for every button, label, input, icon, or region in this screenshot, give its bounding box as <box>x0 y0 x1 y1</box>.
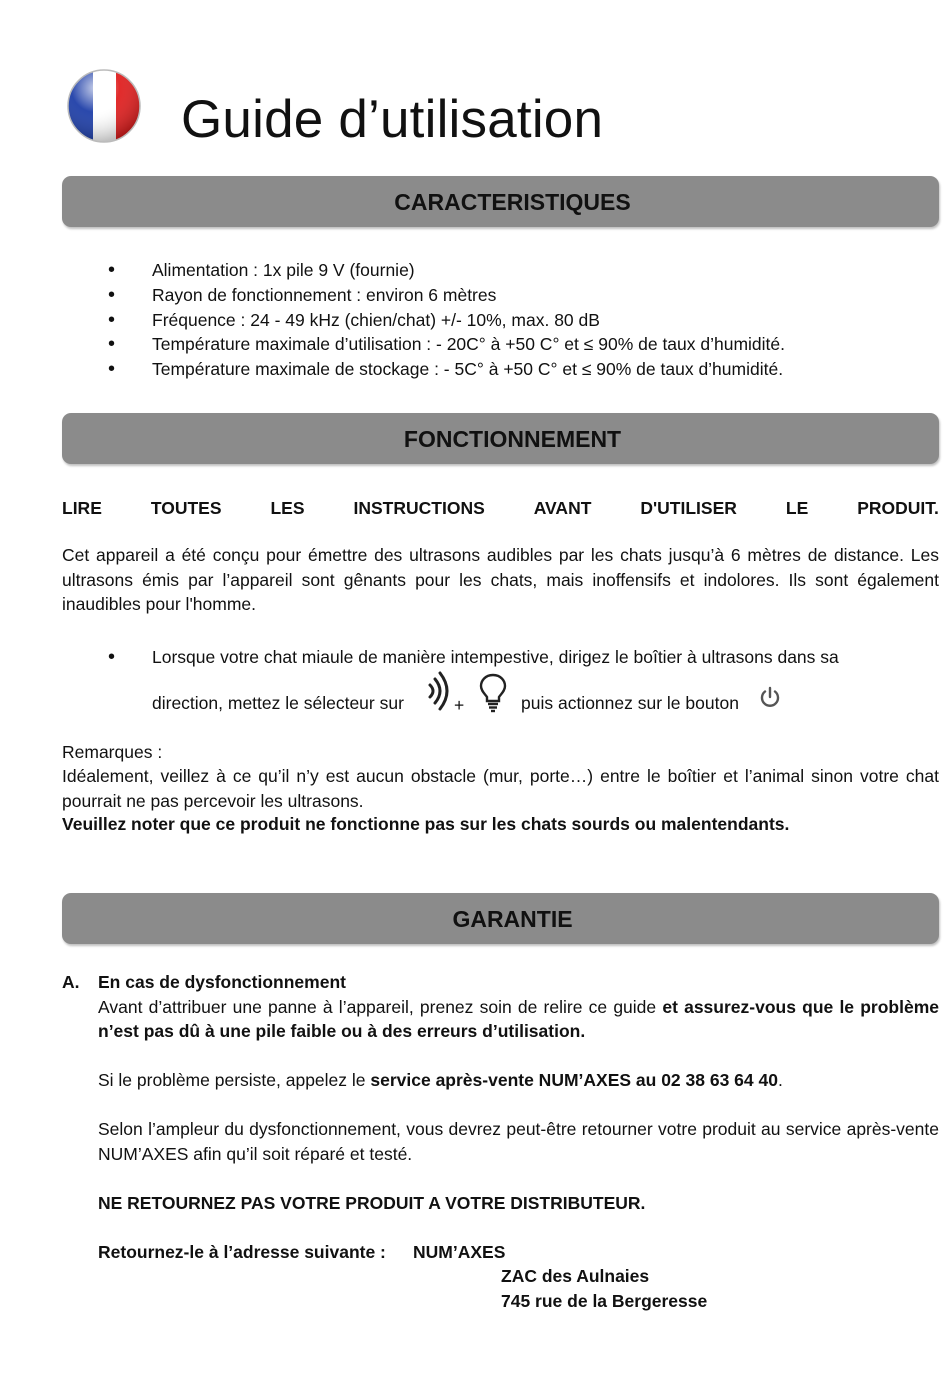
section-header-operation <box>62 413 939 464</box>
word: AVANT <box>533 498 592 518</box>
intro-paragraph: Cet appareil a été conçu pour émettre des ultrasons audibles par les chats jusqu’à 6 mètres de distance. Les ultrasons émis par l’appareil sont gênants pour les chats, mais inoffensifs et indolores. Ils sont également inaudibles pour l'homme. <box>62 545 939 614</box>
text-normal: . <box>777 1070 783 1090</box>
list-item: • Rayon de fonctionnement : environ 6 mètres <box>108 283 868 308</box>
remarks-text: Idéalement, veillez à ce qu’il n’y est aucun obstacle (mur, porte…) entre le boîtier et l’animal sinon votre chat pourrait ne pas percevoir les ultrasons. <box>62 766 939 811</box>
word: LIRE <box>62 498 102 518</box>
list-item: • Température maximale d’utilisation : - 20C° à +50 C° et ≤ 90% de taux d’humidité. <box>108 332 868 357</box>
section-a-title: En cas de dysfonctionnement <box>98 972 346 992</box>
service-phone: service après-vente NUM’AXES au 02 38 63 64 40 <box>370 1070 778 1090</box>
word: LES <box>270 498 305 518</box>
deaf-cats-note: Veuillez noter que ce produit ne fonctionne pas sur les chats sourds ou malentendants. <box>62 814 790 834</box>
section-title: CARACTERISTIQUES <box>394 189 631 215</box>
word: D'UTILISER <box>640 498 737 518</box>
section-letter: A. <box>62 972 80 992</box>
address-line-3: 745 rue de la Bergeresse <box>501 1290 708 1311</box>
paragraph-do-not-return: NE RETOURNEZ PAS VOTRE PRODUIT A VOTRE DISTRIBUTEUR. <box>98 1192 646 1213</box>
list-item: • Température maximale de stockage : - 5C° à +50 C° et ≤ 90% de taux d’humidité. <box>108 357 868 382</box>
paragraph-call-service <box>98 1068 939 1093</box>
bullet-line-1: Lorsque votre chat miaule de manière intempestive, dirigez le boîtier à ultrasons dans sa <box>152 647 839 667</box>
section-a-content <box>98 970 939 1314</box>
text-normal: Si le problème persiste, appelez le <box>98 1070 371 1090</box>
word: INSTRUCTIONS <box>353 498 485 518</box>
ultrasound-icon <box>427 671 451 711</box>
bullet-text-b: puis actionnez sur le bouton <box>521 693 739 713</box>
light-bulb-icon <box>479 673 507 713</box>
specs-list <box>108 258 868 382</box>
return-address <box>98 1240 939 1314</box>
list-item: • Alimentation : 1x pile 9 V (fournie) <box>108 258 868 283</box>
section-header-warranty <box>62 893 939 944</box>
address-line-2: ZAC des Aulnaies <box>501 1266 650 1286</box>
word: PRODUIT. <box>857 498 939 518</box>
france-flag-icon <box>66 68 142 144</box>
plus-sign: + <box>454 695 465 715</box>
text-bold: et assurez-vous que le problème n’est pas dû à une pile faible ou à des erreurs d’utilisation. <box>98 996 939 1041</box>
section-header-characteristics <box>62 176 939 227</box>
remarks-label: Remarques : <box>62 742 163 762</box>
address-label: Retournez-le à l’adresse suivante : <box>98 1241 386 1262</box>
read-instructions-line <box>62 496 939 520</box>
section-title: FONCTIONNEMENT <box>403 426 622 452</box>
bullet-text-a: direction, mettez le sélecteur sur <box>152 693 404 713</box>
paragraph-check-guide <box>98 995 939 1044</box>
section-title: GARANTIE <box>452 906 573 932</box>
list-item: • Fréquence : 24 - 49 kHz (chien/chat) +/- 10%, max. 80 dB <box>108 308 868 333</box>
text-normal: Avant d’attribuer une panne à l’appareil, prenez soin de relire ce guide <box>98 996 663 1017</box>
word: TOUTES <box>150 498 222 518</box>
power-icon <box>758 685 782 709</box>
paragraph-return-service: Selon l’ampleur du dysfonctionnement, vous devrez peut-être retourner votre produit au service après-vente NUM’AXES afin qu’il soit réparé et testé. <box>98 1119 939 1164</box>
page-title: Guide d’utilisation <box>181 90 604 149</box>
word: LE <box>785 498 809 518</box>
address-line-1: NUM’AXES <box>413 1241 506 1262</box>
bullet-dot: • <box>108 646 116 668</box>
